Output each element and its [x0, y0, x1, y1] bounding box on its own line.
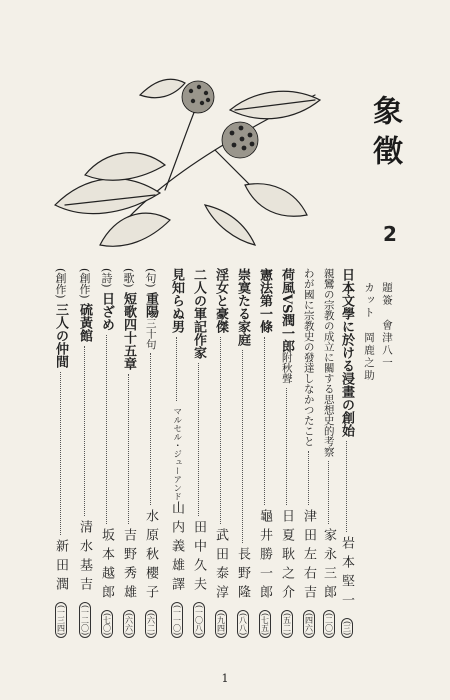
entry-author: 武田泰淳 [213, 527, 228, 604]
credit-name: 會津八一 [381, 319, 393, 370]
magazine-title: 象徵 [367, 95, 402, 175]
entry-author: 龜井勝一郎 [257, 508, 272, 604]
entry-genre: (句) [144, 268, 157, 288]
toc-entry [302, 268, 315, 638]
credit-item [362, 282, 377, 462]
toc-entry [144, 268, 157, 638]
entry-author: 清水基吉 [77, 519, 92, 596]
toc-entry [214, 268, 227, 638]
entry-author: 水原秋櫻子 [143, 508, 158, 604]
entry-title: 重陽 [143, 291, 158, 318]
entry-page: (六六) [123, 610, 135, 638]
entry-page: (一一〇) [171, 602, 183, 638]
entry-genre: (創作) [78, 268, 91, 299]
dot-leader [198, 363, 199, 516]
entry-title: 崇寞たる家庭 [235, 268, 250, 346]
toc-entry [54, 268, 67, 638]
entry-page: (一二〇) [79, 602, 91, 638]
entry-subtitle: わが國に宗教史の發達しなかつたこと [302, 268, 315, 447]
entry-title: 三人の仲間 [53, 302, 68, 368]
toc-entry [236, 268, 249, 638]
entry-title: 短歌四十五章 [121, 291, 136, 370]
credit-label: カット [363, 282, 375, 320]
credit-item [380, 282, 395, 462]
entry-subtitle: 三十句 [144, 317, 157, 350]
entry-title: 日本文學に於ける浸畫の創始 [339, 268, 354, 437]
entry-page: (一〇八) [193, 602, 205, 638]
credit-name: 岡鹿之助 [363, 332, 375, 382]
entry-author: 山内義雄譯 [169, 500, 184, 596]
entry-genre: (歌) [122, 268, 135, 288]
toc-entry [258, 268, 271, 638]
toc-entry [192, 268, 205, 638]
dot-leader [60, 372, 61, 535]
toc-entry [170, 268, 183, 638]
entry-page: (三) [341, 618, 353, 638]
dot-leader [264, 337, 265, 505]
entry-page: (七五) [259, 610, 271, 638]
toc-entry [78, 268, 91, 638]
entry-page: (七〇) [101, 610, 113, 638]
entry-title: 荷風VS潤一郎 [279, 268, 294, 353]
page-number: 1 [221, 672, 229, 685]
entry-page: (二〇) [323, 610, 335, 638]
dot-leader [328, 461, 329, 524]
entry-author: 長野隆 [235, 546, 250, 604]
dot-leader [346, 441, 347, 532]
entry-title: 二人の軍記作家 [191, 268, 206, 359]
entry-title: 見知らぬ男 [169, 268, 184, 333]
dot-leader [84, 346, 85, 516]
entry-title: 硫黃館 [77, 302, 92, 342]
entry-page: (一三四) [55, 602, 67, 638]
entry-author: 坂本越郎 [99, 527, 114, 604]
entry-page: (八八) [237, 610, 249, 638]
entry-title: 憲法第一條 [257, 268, 272, 333]
entry-title: 淫女と豪傑 [213, 268, 228, 333]
entry-subtitle: 附秋聲 [280, 352, 293, 384]
entry-author: 岩本堅一 [339, 535, 354, 612]
toc-entry [340, 268, 353, 638]
entry-page: (六二) [145, 610, 157, 638]
entry-subtitle: 親鸞の宗教の成立に關する思想史的考察 [322, 268, 335, 457]
toc-entry [100, 268, 113, 638]
dot-leader [220, 337, 221, 524]
issue-number: 2 [383, 222, 397, 246]
dot-leader [308, 451, 309, 505]
entry-author: 日夏耿之介 [279, 508, 294, 604]
dot-leader [242, 350, 243, 543]
entry-page: (九四) [215, 610, 227, 638]
entry-page: (五二) [281, 610, 293, 638]
entry-genre: (詩) [100, 268, 113, 288]
entry-author: 津田左右吉 [301, 508, 316, 604]
entry-page: (四六) [303, 610, 315, 638]
dot-leader [150, 353, 151, 505]
toc-entry [280, 268, 293, 638]
flower-illustration [45, 55, 325, 255]
entry-author: 吉野秀雄 [121, 527, 136, 604]
toc-entry [122, 268, 135, 638]
dot-leader [286, 388, 287, 505]
entry-title: 日ざめ [99, 291, 114, 331]
entry-genre: (創作) [54, 268, 67, 299]
entry-note: マルセル・ジューアンド [171, 407, 182, 501]
entry-author: 新田潤 [53, 538, 68, 596]
entry-author: 家永三郎 [321, 527, 336, 604]
dot-leader [106, 335, 107, 524]
dot-leader [176, 337, 177, 401]
dot-leader [128, 374, 129, 524]
entry-author: 田中久夫 [191, 519, 206, 596]
toc-entry [322, 268, 335, 638]
credit-label: 題簽 [381, 282, 393, 307]
